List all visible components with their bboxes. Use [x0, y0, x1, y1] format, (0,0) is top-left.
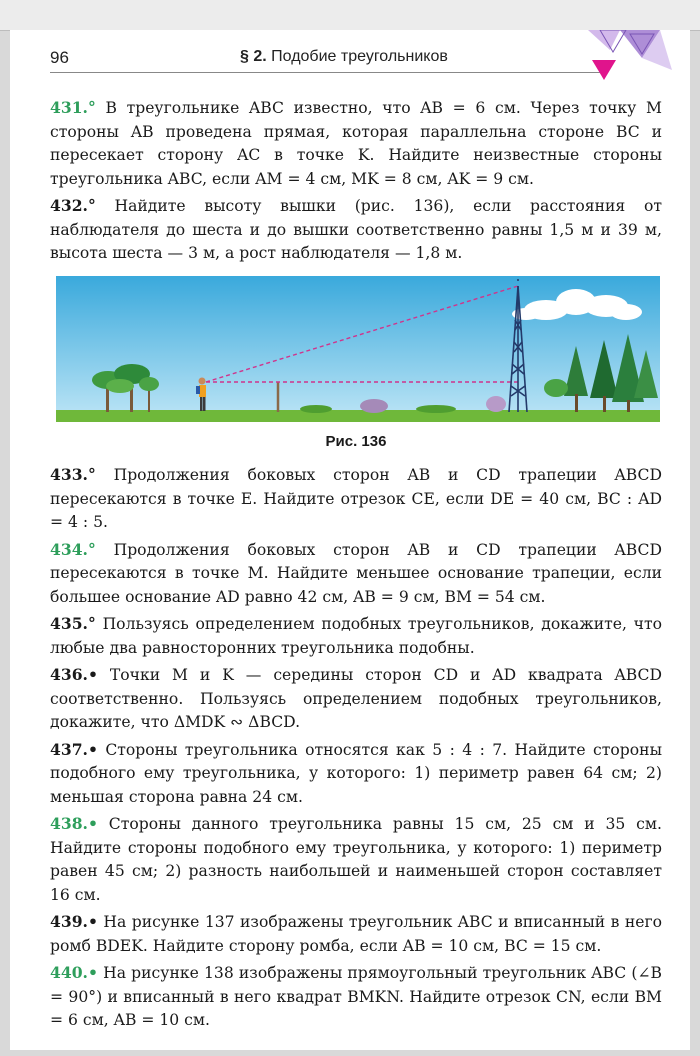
- problem-435: [50, 612, 662, 660]
- triangle-decoration-icon: [580, 30, 680, 90]
- problem-434: [50, 538, 662, 610]
- figure-136-illustration: [56, 276, 660, 422]
- problem-text: Продолжения боковых сторон AB и CD трапеции ABCD пересекаются в точке E. Найдите отрезок CE, если DE = 40 см, BC : AD = 4 : 5.: [50, 466, 662, 531]
- problem-number: 436.•: [50, 665, 98, 684]
- problem-number: 434.°: [50, 539, 96, 559]
- problem-text: На рисунке 138 изображены прямоугольный треугольник ABC (∠B = 90°) и вписанный в него квадрат BMKN. Найдите отрезок CN, если BM = 6 см, AB = 10 см.: [50, 964, 662, 1029]
- problem-text: Точки M и K — середины сторон CD и AD квадрата ABCD соответственно. Пользуясь определением подобных треугольников, докажите, что ΔMDK ∾ ΔBCD.: [50, 666, 662, 731]
- problem-433: [50, 463, 662, 535]
- figure-136: [56, 276, 660, 422]
- problem-436: [50, 663, 662, 735]
- page-header: [50, 46, 650, 74]
- problem-431: [50, 96, 662, 191]
- viewer-top-bar: [0, 0, 700, 31]
- problem-text: Продолжения боковых сторон AB и CD трапеции ABCD пересекаются в точке M. Найдите меньшее основание трапеции, если большее основание AD равно 42 см, AB = 9 см, BM = 54 см.: [50, 540, 662, 606]
- problem-number: 432.°: [50, 196, 96, 215]
- header-rule: [50, 72, 602, 73]
- section-header: [240, 48, 448, 66]
- page-content: [50, 96, 662, 1036]
- problem-list-bottom: [50, 463, 662, 1033]
- problem-text: Пользуясь определением подобных треугольников, докажите, что любые два равносторонних треугольника подобны.: [50, 615, 663, 657]
- section-title: Подобие треугольников: [271, 48, 448, 65]
- textbook-page: [10, 30, 690, 1050]
- problem-number: 440.•: [50, 963, 98, 982]
- problem-text: Стороны треугольника относятся как 5 : 4 : 7. Найдите стороны подобного ему треугольника, у которого: 1) периметр равен 64 см; 2) меньшая сторона равна 24 см.: [50, 740, 662, 806]
- problem-number: 431.°: [50, 98, 96, 117]
- problem-438: [50, 812, 662, 907]
- problem-list-top: [50, 96, 662, 266]
- section-mark: § 2.: [240, 48, 267, 65]
- problem-439: [50, 910, 662, 958]
- problem-text: Найдите высоту вышки (рис. 136), если расстояния от наблюдателя до шеста и до вышки соответственно равны 1,5 м и 39 м, высота шеста — 3 м, а рост наблюдателя — 1,8 м.: [50, 197, 662, 262]
- problem-text: В треугольнике ABC известно, что AB = 6 см. Через точку M стороны AB проведена прямая, которая параллельна стороне BC и пересекает сторону AC в точке K. Найдите неизвестные стороны треугольника ABC, если AM = 4 см, MK = 8 см, AK = 9 см.: [50, 99, 662, 188]
- problem-number: 438.•: [50, 814, 98, 833]
- ground: [56, 410, 660, 422]
- problem-number: 437.•: [50, 739, 98, 759]
- problem-text: На рисунке 137 изображены треугольник ABC и вписанный в него ромб BDEK. Найдите сторону ромба, если AB = 10 см, BC = 15 см.: [50, 913, 662, 955]
- problem-text: Стороны данного треугольника равны 15 см, 25 см и 35 см. Найдите стороны подобного ему треугольника, у которого: 1) периметр равен 45 см; 2) разность наибольшей и наименьшей сторон составляет 16 см.: [50, 815, 662, 904]
- figure-caption: Рис. 136: [325, 432, 387, 450]
- problem-number: 433.°: [50, 465, 96, 484]
- problem-number: 435.°: [50, 614, 96, 633]
- problem-440: [50, 961, 662, 1033]
- problem-437: [50, 738, 662, 810]
- problem-number: 439.•: [50, 912, 98, 931]
- page-number: 96: [50, 48, 69, 67]
- problem-432: [50, 194, 662, 266]
